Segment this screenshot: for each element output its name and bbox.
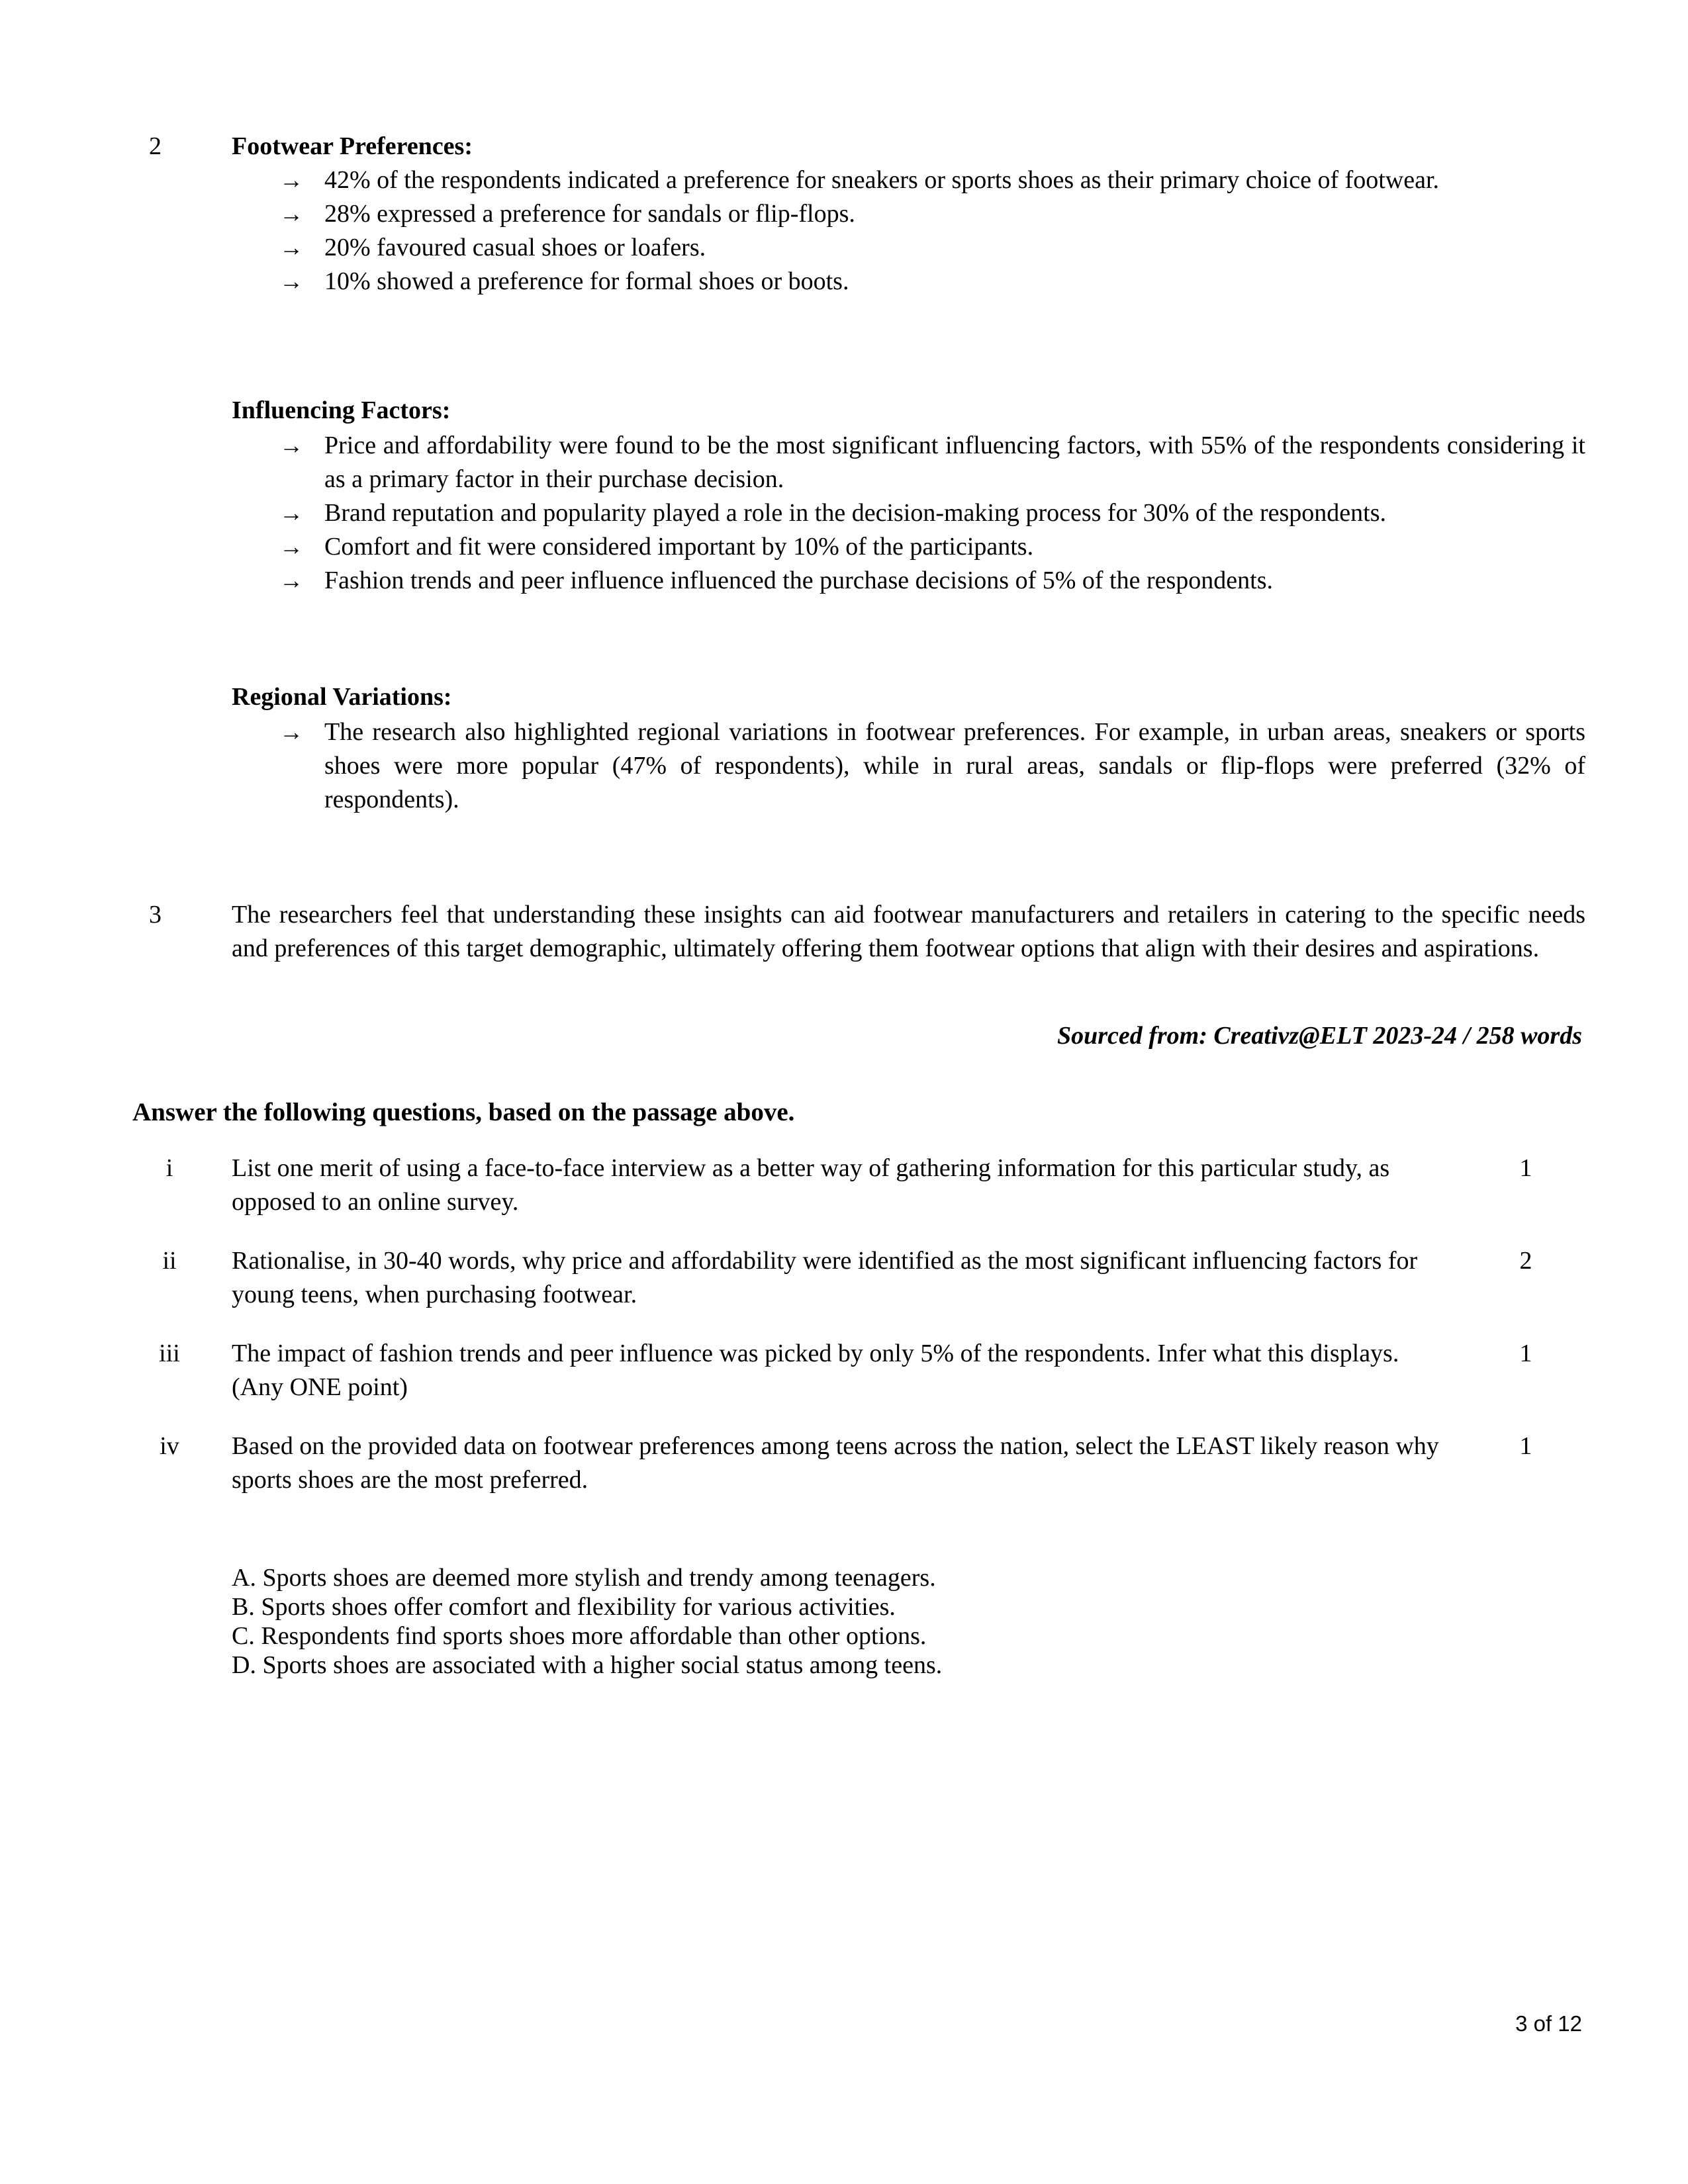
list-item-text: The research also highlighted regional variations in footwear preferences. For example, in urban areas, sneakers or sports shoes were more popular (47% of respondents), while in rural areas, sandals or flip-flops were preferred (32% of respondents). <box>324 718 1585 813</box>
page-number-text: 3 of 12 <box>1515 2011 1582 2036</box>
answer-instruction <box>132 1095 1585 1129</box>
page-footer <box>0 2011 1582 2037</box>
list-item-text: 10% showed a preference for formal shoes or boots. <box>324 267 849 295</box>
arrow-right-icon: → <box>279 432 303 459</box>
mcq-option-list <box>232 1563 1423 1680</box>
list-item <box>232 564 1585 598</box>
question-marks: 1 <box>1519 1340 1532 1367</box>
question-numeral: iv <box>160 1432 179 1460</box>
bullet-list-footwear <box>232 163 1585 298</box>
list-item-text: Fashion trends and peer influence influenced the purchase decisions of 5% of the respondents. <box>324 567 1273 594</box>
list-item-text: Brand reputation and popularity played a role in the decision-making process for 30% of the respondents. <box>324 499 1386 527</box>
list-item-text: Comfort and fit were considered important by 10% of the participants. <box>324 533 1034 561</box>
question-text: List one merit of using a face-to-face interview as a better way of gathering information for this particular study, as opposed to an online survey. <box>232 1154 1390 1216</box>
arrow-right-icon: → <box>279 167 303 193</box>
section-influencing-factors <box>232 394 1585 598</box>
question-marks: 1 <box>1519 1432 1532 1460</box>
section-number: 2 <box>149 132 162 160</box>
list-item-text: 42% of the respondents indicated a preference for sneakers or sports shoes as their primary choice of footwear. <box>324 166 1440 194</box>
arrow-right-icon: → <box>279 500 303 526</box>
list-item <box>232 715 1585 817</box>
list-item <box>232 197 1585 231</box>
question-row <box>132 1430 1585 1497</box>
question-list <box>132 1152 1585 1497</box>
question-numeral: i <box>165 1154 173 1182</box>
section-body <box>232 130 1585 298</box>
mcq-option-c[interactable]: C. Respondents find sports shoes more affordable than other options. <box>232 1622 927 1650</box>
list-item <box>232 163 1585 197</box>
mcq-option-d[interactable]: D. Sports shoes are associated with a higher social status among teens. <box>232 1651 943 1679</box>
paragraph-3 <box>132 898 1585 966</box>
bullet-list-regional <box>232 715 1585 817</box>
list-item <box>232 530 1585 564</box>
list-item <box>232 429 1585 496</box>
list-item-text: 28% expressed a preference for sandals or flip-flops. <box>324 200 855 228</box>
question-text: The impact of fashion trends and peer influence was picked by only 5% of the respondents. Infer what this displays. (Any ONE point) <box>232 1340 1399 1401</box>
question-numeral: iii <box>159 1340 180 1367</box>
question-marks: 2 <box>1519 1247 1532 1275</box>
list-item <box>232 265 1585 298</box>
arrow-right-icon: → <box>279 533 303 560</box>
arrow-right-icon: → <box>279 201 303 227</box>
list-item <box>232 496 1585 530</box>
question-row <box>132 1152 1585 1219</box>
list-item <box>232 231 1585 265</box>
source-credit-text: Sourced from: Creativz@ELT 2023-24 / 258 words <box>1056 1022 1582 1050</box>
answer-instruction-text: Answer the following questions, based on the passage above. <box>132 1098 795 1126</box>
question-marks: 1 <box>1519 1154 1532 1182</box>
question-text: Rationalise, in 30-40 words, why price and affordability were identified as the most significant influencing factors for young teens, when purchasing footwear. <box>232 1247 1418 1308</box>
list-item-text: Price and affordability were found to be the most significant influencing factors, with 55% of the respondents considering it as a primary factor in their purchase decision. <box>324 432 1585 493</box>
bullet-list-influencing <box>232 429 1585 598</box>
section-footwear-preferences <box>132 130 1585 298</box>
mcq-option-b[interactable]: B. Sports shoes offer comfort and flexibility for various activities. <box>232 1593 896 1621</box>
mcq-option-a[interactable]: A. Sports shoes are deemed more stylish and trendy among teenagers. <box>232 1564 936 1592</box>
question-row <box>132 1244 1585 1312</box>
source-credit-line <box>132 1019 1582 1053</box>
arrow-right-icon: → <box>279 567 303 594</box>
list-item-text: 20% favoured casual shoes or loafers. <box>324 234 706 261</box>
section-regional-variations <box>232 680 1585 817</box>
arrow-right-icon: → <box>279 234 303 261</box>
section-heading-influencing: Influencing Factors: <box>232 396 451 424</box>
paragraph-number: 3 <box>149 901 162 929</box>
question-numeral: ii <box>162 1247 177 1275</box>
arrow-right-icon: → <box>279 268 303 295</box>
section-heading-footwear: Footwear Preferences: <box>232 132 473 160</box>
paragraph-text: The researchers feel that understanding these insights can aid footwear manufacturers and retailers in catering to the specific needs and preferences of this target demographic, ultimately offering them footwear options that align with their desires and aspirations. <box>232 901 1585 962</box>
section-heading-regional: Regional Variations: <box>232 683 452 711</box>
question-text: Based on the provided data on footwear preferences among teens across the nation, select the LEAST likely reason why sports shoes are the most preferred. <box>232 1432 1439 1494</box>
question-row <box>132 1337 1585 1404</box>
arrow-right-icon: → <box>279 719 303 745</box>
